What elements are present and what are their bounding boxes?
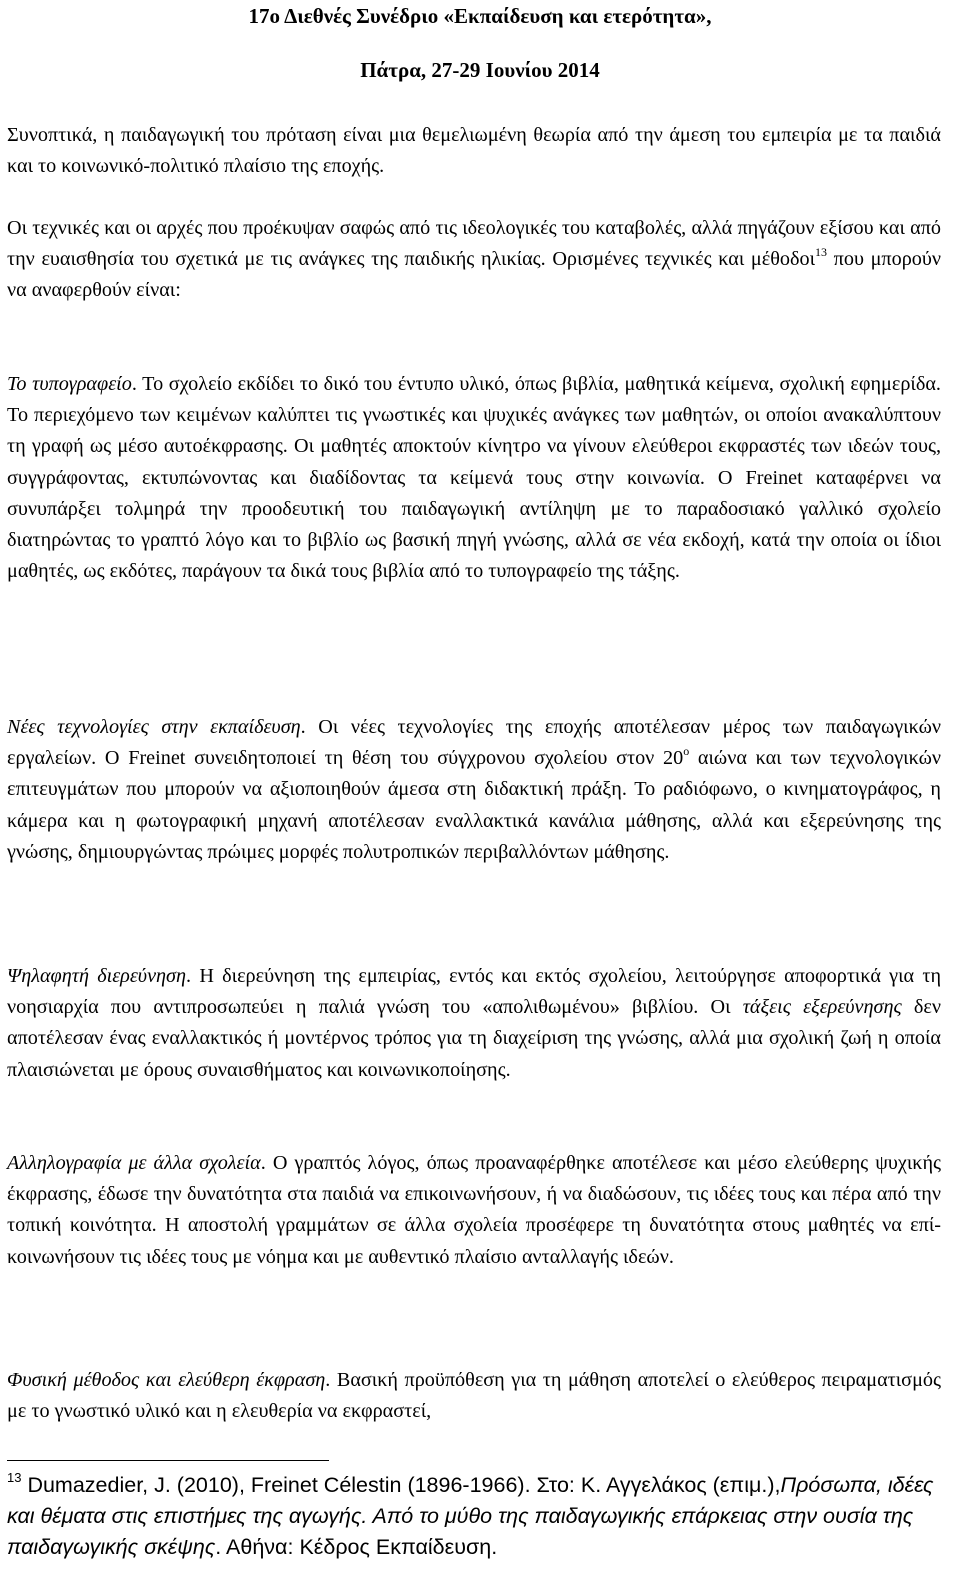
paragraph-summary [7,120,941,182]
paragraph-text: που μπορούν να αναφερθούν είναι: [7,248,941,302]
footnote-number: 13 [7,1470,22,1485]
paragraph-new-technologies [7,712,941,868]
technique-term: Το τυπογραφείο [7,373,132,395]
paragraph-techniques-intro [7,213,941,307]
paragraph-tactile-exploration [7,961,941,1086]
conference-location-date: Πάτρα, 27-29 Ιουνίου 2014 [360,58,600,82]
footnote-separator [7,1460,329,1461]
paragraph-text: Οι τεχνικές και οι αρχές που προέκυψαν σαφώς από τις ιδεολογικές του καταβολές, αλλά πηγάζουν εξίσου και από την ευαισθησία του σχετικά με τις ανάγκες της παιδικής ηλικίας. Ορισμένες τεχνικές και μέθοδοι [7,217,941,271]
paragraph-text: αιώνα και των τεχνολογικών επιτευγμάτων που μπορούν να αξιοποιηθούν άμεσα στη διδακτική πράξη. Το ραδιόφωνο, ο κινηματογράφος, η κάμερα και η φωτογραφική μηχανή αποτέλεσαν εναλλακτικά κανάλια μάθησης, αλλά και εξερεύνησης της γνώσης, δημιουργώντας πρώιμες μορφές πολυτροπικών περιβαλλόντων μάθησης. [7,747,941,863]
footnote-publisher: . Αθήνα: Κέδρος Εκπαίδευση. [215,1535,498,1559]
technique-term: Νέες τεχνολογίες στην εκπαίδευση [7,716,301,738]
paragraph-printing-press [7,369,941,587]
technique-term: Ψηλαφητή διερεύνηση [7,965,187,987]
paragraph-text: . Η διερεύνηση της εμπειρίας, εντός και εκτός σχολείου, λειτούργησε αποφορτικά για τη νοησιαρχία που αντιπροσωπεύει η παλιά γνώση του «απολιθωμένου» βιβλίου. Οι [7,965,942,1019]
footnote-reference[interactable]: 13 [815,245,828,260]
conference-title: 17ο Διεθνές Συνέδριο «Εκπαίδευση και ετερότητα», [248,4,712,28]
paragraph-correspondence [7,1148,941,1273]
paragraph-text: . Το σχολείο εκδίδει το δικό του έντυπο υλικό, όπως βιβλία, μαθητικά κείμενα, σχολική εφημερίδα. Το περιεχόμενο των κειμένων καλύπτει τις γνωστικές και ψυχικές ανάγκες των μαθητών, οι οποίοι ανακαλύπτουν τη γραφή ως μέσο αυτοέκφρασης. Οι μαθητές αποκτούν κίνητρο να γίνουν ελεύθεροι εκφραστές των ιδεών τους, συγγράφοντας, εκτυπώνοντας και διαδίδοντας τα κείμενά τους στην κοινωνία. Ο Freinet καταφέρνει να συνυπάρξει τολμηρά την προοδευτική του παιδαγωγική αντίληψη με το παραδοσιακό γαλλικό σχολείο διατηρώντας το γραπτό λόγο και το βιβλίο ως βασική πηγή γνώσης, αλλά σε νέα εκδοχή, κατά την οποία οι ίδιοι μαθητές, ως εκδότες, παράγουν τα δικά τους βιβλία από το τυπογραφείο της τάξης. [7,373,941,583]
technique-term: Φυσική μέθοδος και ελεύθερη έκφραση [7,1369,326,1391]
paragraph-text: Συνοπτικά, η παιδαγωγική του πρόταση είναι μια θεμελιωμένη θεωρία από την άμεση του εμπειρία με τα παιδιά και το κοινωνικό-πολιτικό πλαίσιο της εποχής. [7,124,941,178]
footnote [7,1470,941,1563]
paragraph-text: . Ο γραπτός λόγος, όπως προαναφέρθηκε αποτέλεσε και μέσο ελεύθερης ψυχικής έκφρασης, έδωσε την δυνατότητα στα παιδιά να επικοινωνήσουν, ή να διαδώσουν, τις ιδέες τους και πέρα από την τοπική κοινότητα. Η αποστολή γραμμάτων σε άλλα σχολεία προσέφερε τη δυνατότητα στους μαθητές να επί-κοινωνήσουν τις ιδέες τους με νόημα και με αυθεντικό πλαίσιο ανταλλαγής ιδεών. [7,1152,941,1268]
footnote-citation: Dumazedier, J. (2010), Freinet Célestin (1896-1966). Στο: Κ. Αγγελάκος (επιμ.), [21,1473,781,1497]
paragraph-text: δεν αποτέλεσαν ένας εναλλακτικός ή μοντέρνος τρόπος για τη διαχείριση της γνώσης, αλλά μια σχολική ζωή η οποία πλαισιώνεται με όρους συναισθήματος και κοινωνικοποίησης. [7,996,941,1081]
emphasized-term: τάξεις εξερεύνησης [742,996,902,1019]
ordinal-superscript: ο [683,744,690,759]
footnote-book-title: Πρόσωπα, ιδέες και θέματα στις επιστήμες της αγωγής. Από το μύθο της παιδαγωγικής επάρκειας στην ουσία της παιδαγωγικής σκέψης [7,1473,934,1559]
technique-term: Αλληλογραφία με άλλα σχολεία [7,1152,261,1174]
paragraph-natural-method [7,1365,941,1427]
paragraph-text: . Βασική προϋπόθεση για τη μάθηση αποτελεί ο ελεύθερος πειραματισμός με το γνωστικό υλικό και η ελευθερία να εκφραστεί, [7,1369,941,1423]
paragraph-text: . Οι νέες τεχνολογίες της εποχής αποτέλεσαν μέρος των παιδαγωγικών εργαλείων. Ο Freinet συνειδητοποιεί τη θέση του σύγχρονου σχολείου στον 20 [7,716,941,770]
